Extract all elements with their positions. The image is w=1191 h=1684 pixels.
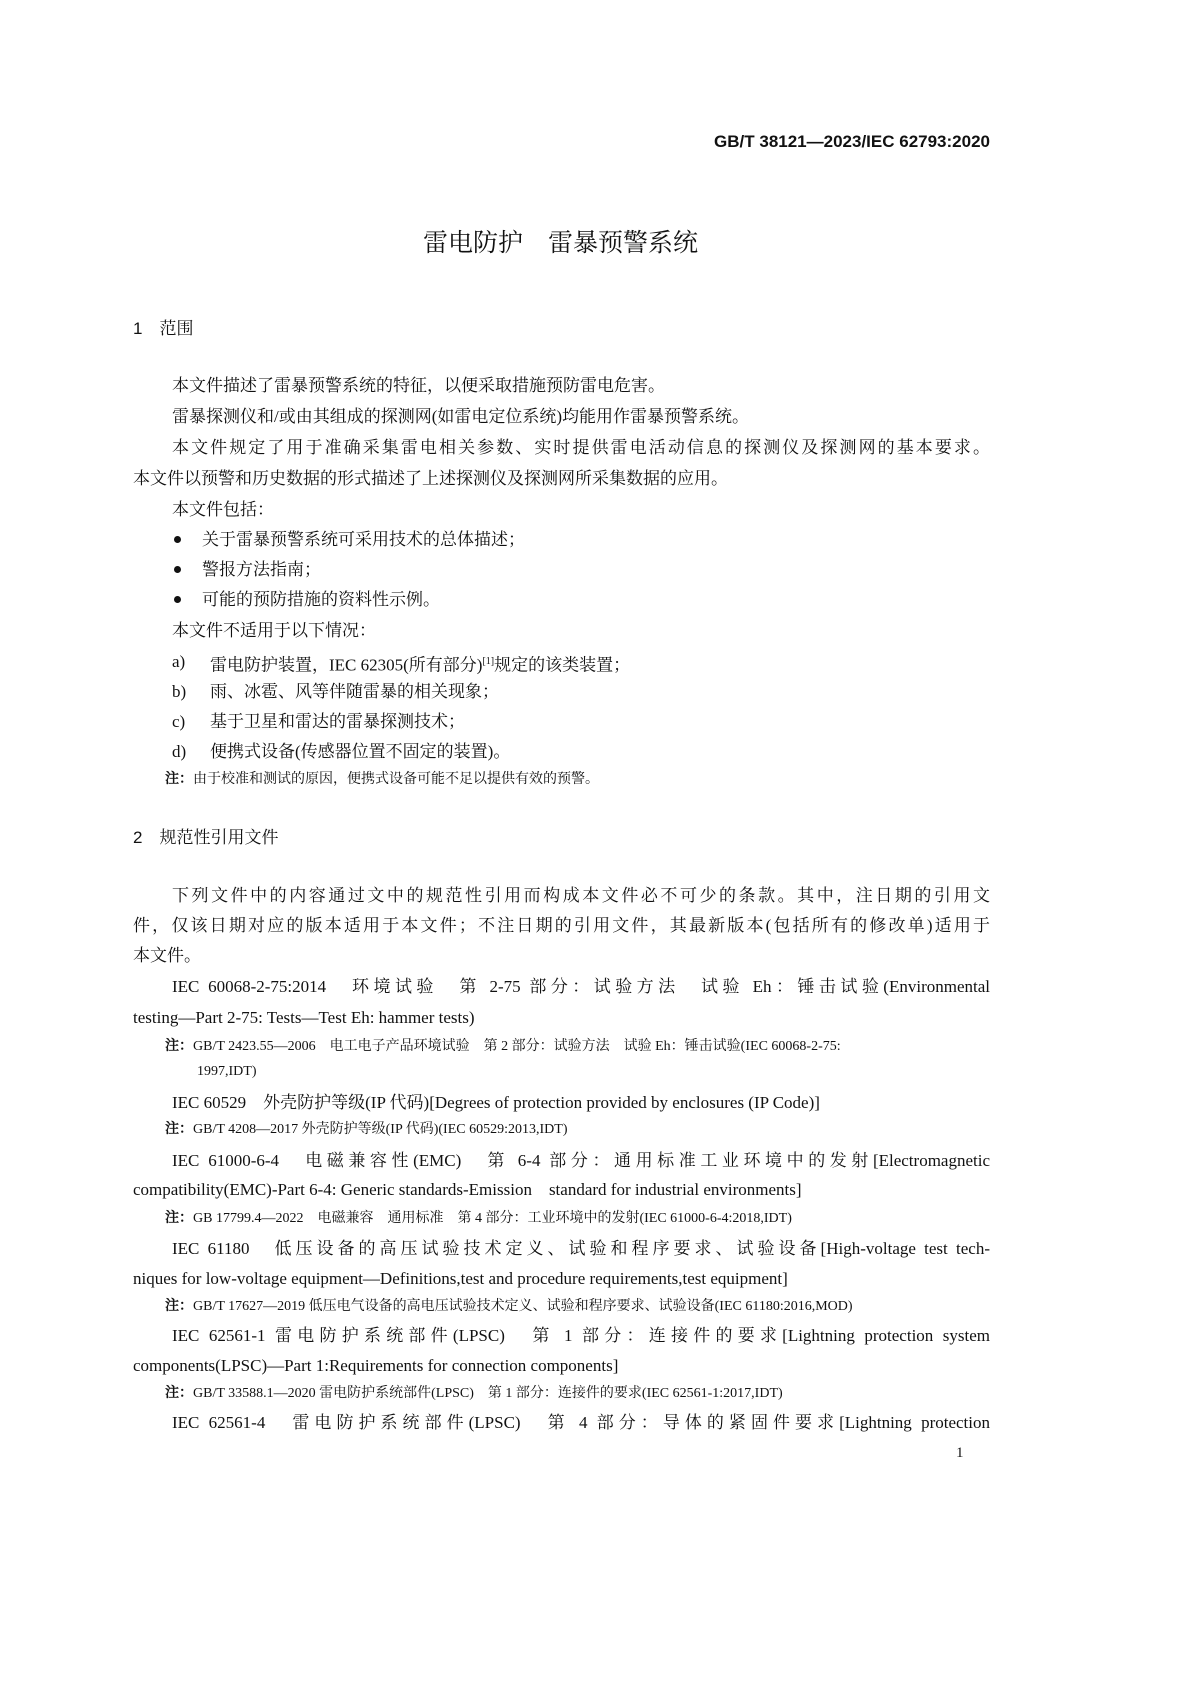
bullet-icon <box>174 596 181 603</box>
reference-line: IEC 61180 低压设备的高压试验技术定义、试验和程序要求、试验设备[High-voltage test tech- <box>172 1239 990 1258</box>
reference-line: IEC 60068-2-75:2014 环境试验 第 2-75 部分：试验方法 试验 Eh：锤击试验(Environmental <box>172 977 990 996</box>
note <box>165 769 599 791</box>
note <box>165 1119 567 1141</box>
document-number: GB/T 38121—2023/IEC 62793:2020 <box>714 132 990 151</box>
note-text: 由于校准和测试的原因，便携式设备可能不足以提供有效的预警。 <box>193 772 599 787</box>
reference-line: IEC 60529 外壳防护等级(IP 代码)[Degrees of protection provided by enclosures (IP Code)] <box>172 1093 820 1112</box>
list-text: 规定的该类装置； <box>494 655 631 675</box>
paragraph: 本文件不适用于以下情况： <box>172 621 376 640</box>
note <box>165 1208 792 1230</box>
paragraph: 本文件描述了雷暴预警系统的特征，以便采取措施预防雷电危害。 <box>172 376 665 395</box>
note-label: 注： <box>165 772 193 787</box>
list-item: 可能的预防措施的资料性示例。 <box>202 590 440 609</box>
paragraph-line: 本文件以预警和历史数据的形式描述了上述探测仪及探测网所采集数据的应用。 <box>133 469 728 488</box>
note-label: 注： <box>165 1386 193 1401</box>
paragraph: 雷暴探测仪和/或由其组成的探测网(如雷电定位系统)均能用作雷暴预警系统。 <box>172 407 750 426</box>
note-text: GB/T 4208—2017 外壳防护等级(IP 代码)(IEC 60529:2013,IDT) <box>193 1122 568 1137</box>
list-item <box>210 651 630 677</box>
section-1-heading: 1 范围 <box>133 319 194 338</box>
reference-line: testing—Part 2-75: Tests—Test Eh: hammer tests) <box>133 1008 475 1027</box>
reference-line: IEC 62561-4 雷电防护系统部件(LPSC) 第 4 部分：导体的紧固件要求[Lightning protection <box>172 1413 990 1432</box>
reference-line: compatibility(EMC)-Part 6-4: Generic standards-Emission standard for industrial environments] <box>133 1180 802 1199</box>
note-label: 注： <box>165 1211 193 1226</box>
reference-line: IEC 61000-6-4 电磁兼容性(EMC) 第 6-4 部分：通用标准工业环境中的发射[Electromagnetic <box>172 1151 990 1170</box>
reference-line: IEC 62561-1 雷电防护系统部件(LPSC) 第 1 部分：连接件的要求[Lightning protection system <box>172 1326 990 1345</box>
note-text: GB 17799.4—2022 电磁兼容 通用标准 第 4 部分：工业环境中的发射(IEC 61000-6-4:2018,IDT) <box>193 1211 792 1226</box>
note <box>165 1383 783 1405</box>
bullet-icon <box>174 536 181 543</box>
list-label: a) <box>172 652 186 671</box>
note-text: 1997,IDT) <box>197 1064 257 1079</box>
bullet-icon <box>174 566 181 573</box>
paragraph-line: 件，仅该日期对应的版本适用于本文件；不注日期的引用文件，其最新版本(包括所有的修改单)适用于 <box>133 916 990 935</box>
note-label: 注： <box>165 1039 193 1054</box>
list-item: 关于雷暴预警系统可采用技术的总体描述； <box>202 530 525 549</box>
note-text: GB/T 33588.1—2020 雷电防护系统部件(LPSC) 第 1 部分：连接件的要求(IEC 62561-1:2017,IDT) <box>193 1386 783 1401</box>
list-label: c) <box>172 712 186 731</box>
paragraph-line: 本文件规定了用于准确采集雷电相关参数、实时提供雷电活动信息的探测仪及探测网的基本要求。 <box>172 438 990 457</box>
list-item: 便携式设备(传感器位置不固定的装置)。 <box>210 742 511 761</box>
note-label: 注： <box>165 1122 193 1137</box>
list-label: d) <box>172 742 187 761</box>
note <box>165 1296 853 1318</box>
page-number: 1 <box>956 1445 964 1461</box>
list-item: 基于卫星和雷达的雷暴探测技术； <box>210 712 465 731</box>
section-2-heading: 2 规范性引用文件 <box>133 828 279 847</box>
reference-marker: [1] <box>482 656 495 667</box>
paragraph: 本文件包括： <box>172 500 274 519</box>
note <box>165 1036 841 1058</box>
reference-line: niques for low-voltage equipment—Definitions,test and procedure requirements,test equipment] <box>133 1269 788 1288</box>
list-item: 警报方法指南； <box>202 560 321 579</box>
page-title: 雷电防护 雷暴预警系统 <box>422 229 698 257</box>
list-label: b) <box>172 682 187 701</box>
list-text: 雷电防护装置，IEC 62305(所有部分) <box>210 655 483 675</box>
note-text: GB/T 2423.55—2006 电工电子产品环境试验 第 2 部分：试验方法 试验 Eh：锤击试验(IEC 60068-2-75: <box>193 1039 841 1054</box>
reference-line: components(LPSC)—Part 1:Requirements for connection components] <box>133 1356 619 1375</box>
paragraph-line: 本文件。 <box>133 946 201 965</box>
paragraph-line: 下列文件中的内容通过文中的规范性引用而构成本文件必不可少的条款。其中，注日期的引用文 <box>172 886 990 905</box>
list-item: 雨、冰雹、风等伴随雷暴的相关现象； <box>210 682 499 701</box>
note-text: GB/T 17627—2019 低压电气设备的高电压试验技术定义、试验和程序要求、试验设备(IEC 61180:2016,MOD) <box>193 1299 853 1314</box>
note-label: 注： <box>165 1299 193 1314</box>
